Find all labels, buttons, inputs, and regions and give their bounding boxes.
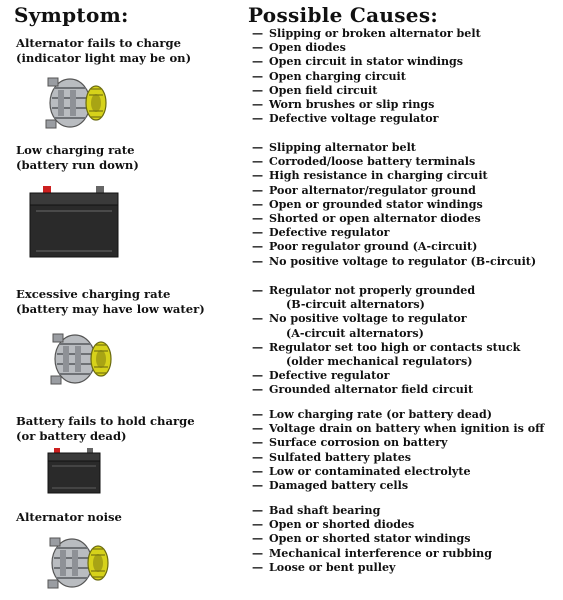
symptom-heading: Symptom: [14, 3, 129, 27]
cause-item: — Corroded/loose battery terminals [252, 155, 476, 169]
cause-item: — Open charging circuit [252, 69, 406, 83]
cause-item: — Shorted or open alternator diodes [252, 212, 481, 226]
cause-item: — Loose or bent pulley [252, 560, 396, 574]
symptom-3 [16, 287, 236, 316]
cause-item: — Low charging rate (or battery dead) [252, 408, 492, 421]
cause-item: — Poor alternator/regulator ground [252, 183, 476, 197]
cause-item: — Surface corrosion on battery [252, 436, 448, 450]
cause-item: — Slipping alternator belt [252, 141, 416, 154]
symptom-2-line-2: (battery run down) [16, 157, 139, 172]
causes-list-3 [252, 284, 562, 398]
causes-list-4 [252, 408, 562, 493]
cause-item: (B-circuit alternators) [286, 298, 425, 312]
cause-item: — Poor regulator ground (A-circuit) [252, 240, 478, 254]
symptom-1 [16, 36, 236, 65]
cause-item: — Open or shorted stator windings [252, 532, 471, 546]
alternator-image [45, 326, 117, 390]
cause-item: — Grounded alternator field circuit [252, 383, 474, 397]
cause-item: — High resistance in charging circuit [252, 169, 488, 183]
cause-item: — No positive voltage to regulator [252, 312, 467, 326]
cause-item: — Regulator set too high or contacts stuck [252, 340, 521, 354]
cause-item: — Defective regulator [252, 226, 390, 240]
alternator-image [40, 70, 112, 134]
cause-item: — Low or contaminated electrolyte [252, 464, 471, 478]
causes-list-1 [252, 27, 562, 126]
cause-item: — Open circuit in stator windings [252, 55, 464, 69]
cause-item: — Open diodes [252, 41, 346, 55]
cause-item: — Slipping or broken alternator belt [252, 27, 481, 40]
cause-item: — Sulfated battery plates [252, 450, 412, 464]
causes-list-5 [252, 504, 562, 575]
cause-item: — Open or grounded stator windings [252, 197, 483, 211]
symptom-3-line-2: (battery may have low water) [16, 301, 205, 316]
cause-item: — Voltage drain on battery when ignition is off [252, 422, 545, 436]
cause-item: — Bad shaft bearing [252, 504, 381, 517]
cause-item: (A-circuit alternators) [286, 326, 424, 340]
symptom-1-line-1: Alternator fails to charge [16, 36, 182, 50]
cause-item: — Open field circuit [252, 83, 378, 97]
symptom-5-line-1: Alternator noise [16, 510, 122, 524]
symptom-2-line-1: Low charging rate [16, 143, 135, 157]
alternator-image [42, 530, 114, 594]
symptom-3-line-1: Excessive charging rate [16, 287, 171, 301]
symptom-2 [16, 143, 236, 172]
possible-causes-heading: Possible Causes: [248, 3, 439, 27]
cause-item: — Defective regulator [252, 369, 390, 383]
cause-item: — Open or shorted diodes [252, 518, 415, 532]
symptom-5 [16, 510, 236, 525]
cause-item: — Defective voltage regulator [252, 112, 439, 126]
causes-list-2 [252, 141, 562, 269]
cause-item: (older mechanical regulators) [286, 355, 473, 369]
cause-item: — Regulator not properly grounded [252, 284, 476, 297]
battery-image [26, 184, 122, 260]
symptom-4 [16, 414, 236, 443]
symptom-4-line-2: (or battery dead) [16, 428, 127, 443]
cause-item: — No positive voltage to regulator (B-circuit) [252, 254, 537, 268]
symptom-4-line-1: Battery fails to hold charge [16, 414, 195, 428]
cause-item: — Worn brushes or slip rings [252, 98, 435, 112]
cause-item: — Damaged battery cells [252, 479, 409, 493]
battery-image [45, 446, 103, 496]
cause-item: — Mechanical interference or rubbing [252, 546, 492, 560]
symptom-1-line-2: (indicator light may be on) [16, 50, 192, 65]
